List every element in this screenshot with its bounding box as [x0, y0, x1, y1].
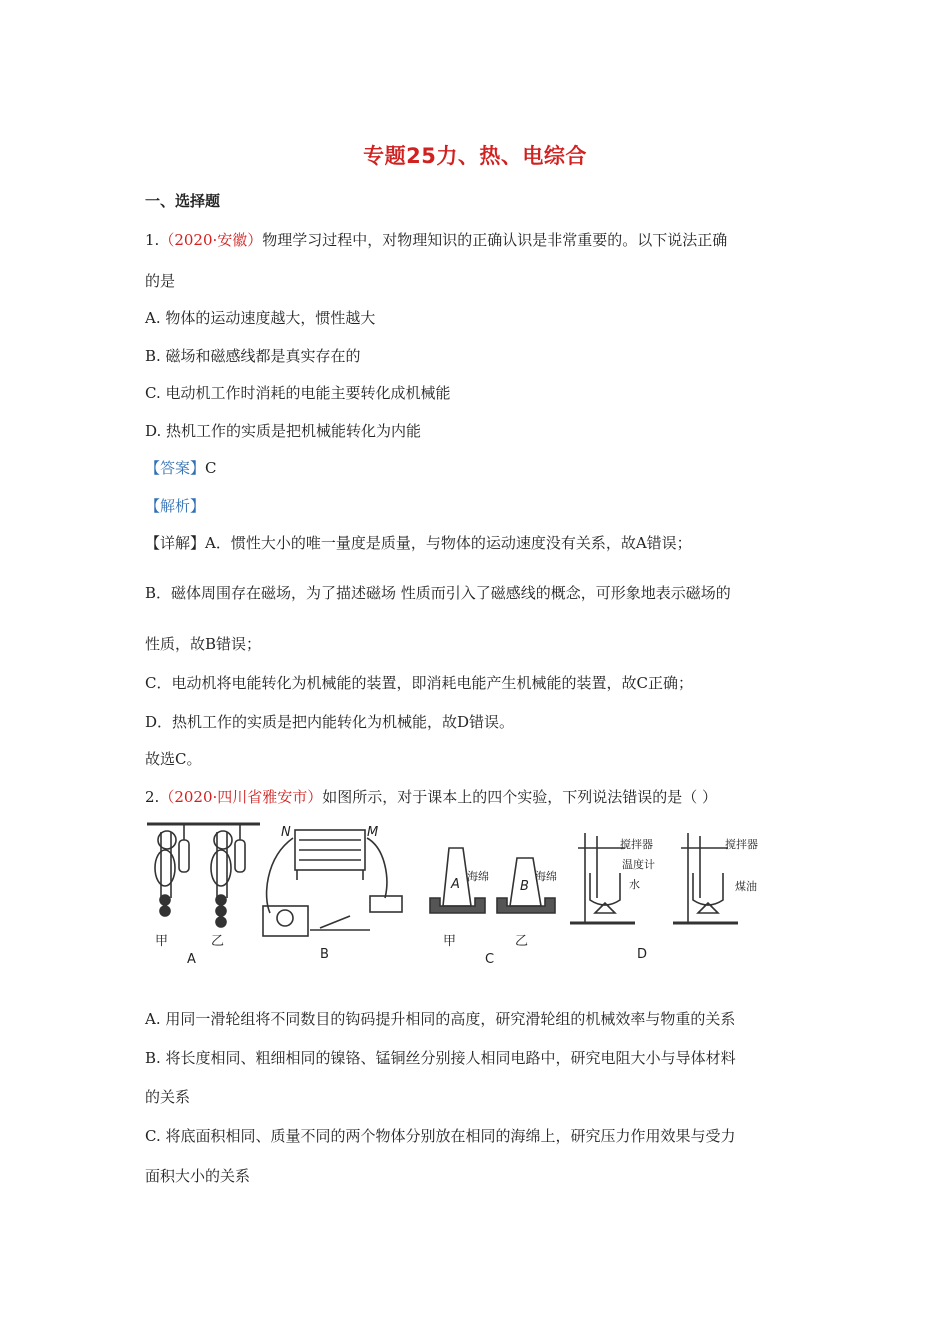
caption-d: D: [637, 947, 648, 962]
label-d-thermometer: 温度计: [622, 858, 655, 871]
label-d-kerosene: 煤油: [735, 880, 757, 893]
label-c-b: B: [520, 879, 529, 894]
q1-stem-line2: 的是: [145, 272, 176, 290]
label-c-yi: 乙: [515, 934, 529, 949]
answer-tag: 【答案】: [145, 459, 206, 477]
q1-option-b: B. 磁场和磁感线都是真实存在的: [145, 347, 361, 365]
label-c-sponge1: 海绵: [467, 870, 489, 883]
label-d-stirrer1: 搅拌器: [620, 838, 653, 851]
q1-source: （2020·安徽）: [159, 231, 263, 249]
section-heading: 一、选择题: [145, 192, 221, 210]
q1-option-c: C. 电动机工作时消耗的电能主要转化成机械能: [145, 384, 451, 402]
label-c-jia: 甲: [443, 934, 457, 949]
q2-stem: 如图所示，对于课本上的四个实验，下列说法错误的是（ ）: [322, 788, 718, 806]
label-b-m: M: [367, 825, 379, 840]
label-c-sponge2: 海绵: [535, 870, 557, 883]
detail-b-line1: B．磁体周围存在磁场，为了描述磁场 性质而引入了磁感线的概念，可形象地表示磁场的: [145, 584, 731, 602]
q2-number: 2.: [145, 788, 160, 806]
detail-a-line: [145, 532, 692, 554]
label-b-n: N: [281, 825, 291, 840]
page-title: 专题25力、热、电综合: [363, 144, 587, 168]
q2-stem-line: [145, 786, 717, 808]
detail-b-line2: 性质，故B错误；: [145, 635, 262, 653]
q2-source: （2020·四川省雅安市）: [159, 788, 323, 806]
analysis-tag: 【解析】: [145, 497, 206, 515]
label-a-yi: 乙: [211, 934, 225, 949]
label-a-jia: 甲: [155, 934, 169, 949]
detail-c-line: C．电动机将电能转化为机械能的装置，即消耗电能产生机械能的装置，故C正确；: [145, 674, 693, 692]
caption-a: A: [187, 952, 196, 967]
q1-answer-line: [145, 457, 217, 479]
label-c-a: A: [451, 877, 460, 892]
q2-option-b-line1: B. 将长度相同、粗细相同的镍铬、锰铜丝分别接人相同电路中，研究电阻大小与导体材料: [145, 1049, 736, 1067]
q1-option-d: D. 热机工作的实质是把机械能转化为内能: [145, 422, 422, 440]
q2-option-a: A. 用同一滑轮组将不同数目的钩码提升相同的高度，研究滑轮组的机械效率与物重的关系: [145, 1010, 736, 1028]
heating-panel-d: [570, 833, 738, 923]
label-d-water: 水: [629, 878, 640, 891]
caption-b: B: [320, 947, 329, 962]
detail-tag: 【详解】: [145, 534, 206, 552]
q1-stem-line1: [145, 229, 727, 251]
q1-stem: 物理学习过程中，对物理知识的正确认识是非常重要的。以下说法正确: [262, 231, 728, 249]
detail-d-line: D．热机工作的实质是把内能转化为机械能，故D错误。: [145, 713, 515, 731]
detail-a: A．惯性大小的唯一量度是质量，与物体的运动速度没有关系，故A错误；: [205, 534, 692, 552]
caption-c: C: [485, 952, 495, 967]
q1-option-a: A. 物体的运动速度越大，惯性越大: [145, 309, 376, 327]
experiment-figure: [145, 818, 785, 968]
q2-option-c-line2: 面积大小的关系: [145, 1167, 251, 1185]
answer-value: C: [205, 459, 217, 477]
q2-option-c-line1: C. 将底面积相同、质量不同的两个物体分别放在相同的海绵上，研究压力作用效果与受力: [145, 1127, 736, 1145]
q2-option-b-line2: 的关系: [145, 1088, 191, 1106]
conclusion-line: 故选C。: [145, 750, 202, 768]
circuit-panel-b: [263, 830, 402, 936]
label-d-stirrer2: 搅拌器: [725, 838, 758, 851]
pulley-panel-a: [147, 824, 260, 927]
q1-number: 1.: [145, 231, 160, 249]
